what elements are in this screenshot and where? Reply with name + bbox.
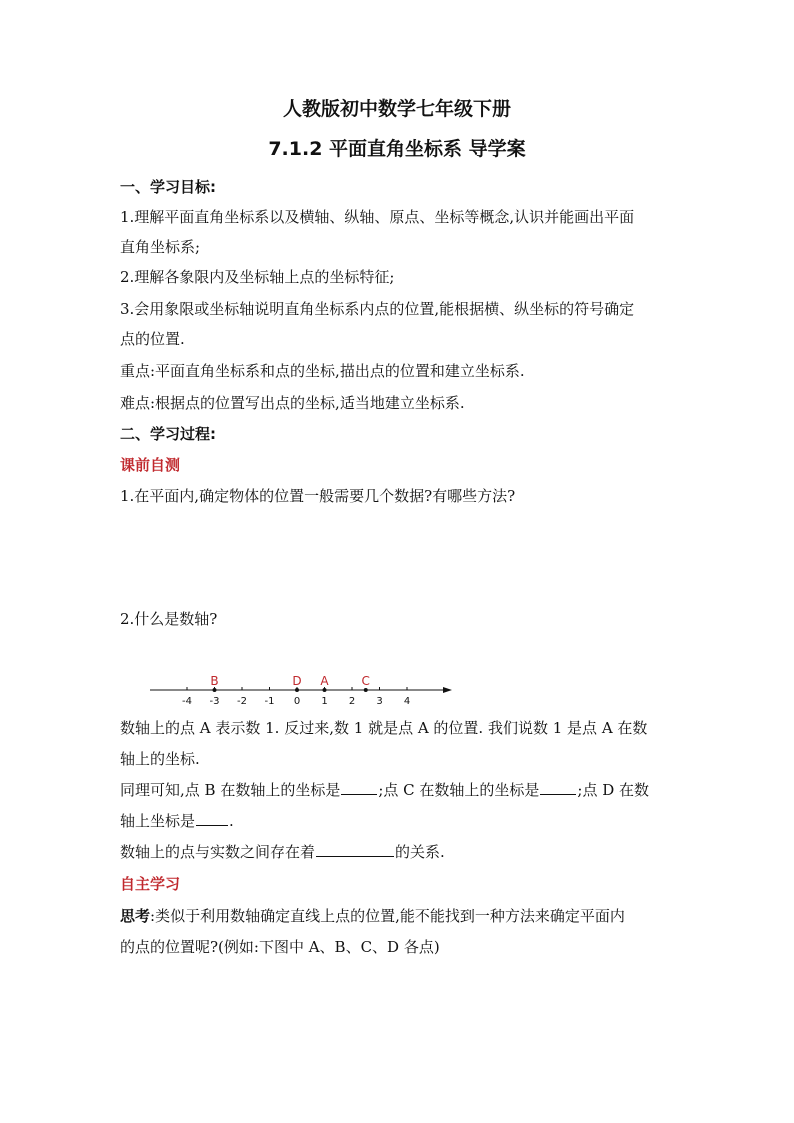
number-line-tick-label: -1 [264,696,275,707]
goal3-line2: 点的位置. [120,330,185,348]
p3-text-2: 的关系. [395,843,445,861]
p2-text-2: ;点 C 在数轴上的坐标是 [378,781,540,799]
number-line-tick-label: 3 [376,696,383,707]
selfstudy-heading: 自主学习 [120,875,181,893]
number-line-tick-label: -4 [182,696,192,707]
number-line-tick-label: 4 [403,696,411,707]
p3-text-1: 数轴上的点与实数之间存在着 [120,843,316,861]
blank-relation[interactable] [316,842,394,857]
think-label: 思考 [120,907,151,925]
number-line-point-label-d: D [292,674,302,688]
number-line-tick-label: 1 [321,696,328,707]
think-line1 [120,906,676,926]
p2-text-1: 同理可知,点 B 在数轴上的坐标是 [120,781,341,799]
number-line [0,668,794,718]
question-1: 1.在平面内,确定物体的位置一般需要几个数据?有哪些方法? [120,487,516,505]
number-line-tick-label: -2 [237,696,247,707]
number-line-point-label-a: A [320,674,329,688]
doc-title: 人教版初中数学七年级下册 [282,98,511,120]
question-2: 2.什么是数轴? [120,610,218,628]
p2-text-4: 轴上坐标是 [120,812,196,830]
number-line-point-a [323,688,327,692]
number-line-point-d [295,688,299,692]
paragraph-2-line1 [120,780,676,800]
number-line-tick-label: 2 [348,696,356,707]
keypoint: 重点:平面直角坐标系和点的坐标,描出点的位置和建立坐标系. [120,362,525,380]
number-line-point-c [364,688,368,692]
number-line-tick-label: -3 [209,696,220,707]
goal2: 2.理解各象限内及坐标轴上点的坐标特征; [120,268,395,286]
section1-heading: 一、学习目标: [120,178,216,196]
number-line-point-b [213,688,217,692]
blank-d-coordinate[interactable] [196,811,228,826]
section2-heading: 二、学习过程: [120,425,216,443]
number-line-arrow-icon [443,687,452,693]
pretest-heading: 课前自测 [120,456,181,474]
number-line-point-label-b: B [210,674,219,688]
goal1-line2: 直角坐标系; [120,238,201,256]
number-line-tick-label: 0 [293,696,301,707]
goal1-line1: 1.理解平面直角坐标系以及横轴、纵轴、原点、坐标等概念,认识并能画出平面 [120,208,635,226]
number-line-point-label-c: C [361,674,370,688]
p2-text-3: ;点 D 在数 [577,781,650,799]
think-text-1: :类似于利用数轴确定直线上点的位置,能不能找到一种方法来确定平面内 [150,907,625,925]
goal3-line1: 3.会用象限或坐标轴说明直角坐标系内点的位置,能根据横、纵坐标的符号确定 [120,300,635,318]
paragraph-3 [120,842,676,862]
think-line2: 的点的位置呢?(例如:下图中 A、B、C、D 各点) [120,938,440,956]
doc-subtitle: 7.1.2 平面直角坐标系 导学案 [268,138,526,160]
paragraph-1-line2: 轴上的坐标. [120,750,200,768]
blank-b-coordinate[interactable] [341,780,377,795]
paragraph-1-line1: 数轴上的点 A 表示数 1. 反过来,数 1 就是点 A 的位置. 我们说数 1 是点 A 在数 [120,719,648,737]
paragraph-2-line2 [120,811,676,831]
difficulty: 难点:根据点的位置写出点的坐标,适当地建立坐标系. [120,394,465,412]
p2-text-5: . [229,812,234,830]
blank-c-coordinate[interactable] [540,780,576,795]
